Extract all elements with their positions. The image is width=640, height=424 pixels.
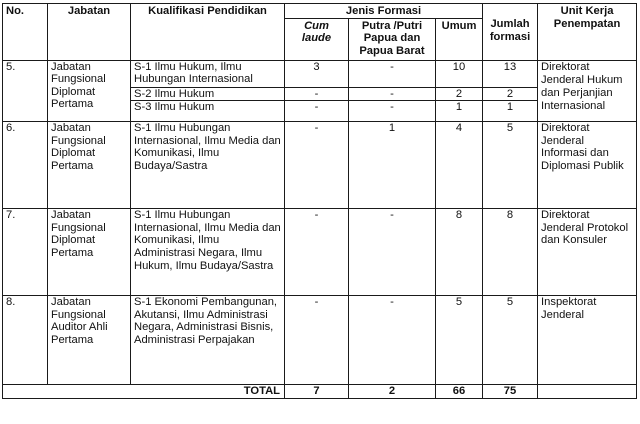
table-row [3,296,637,385]
row-cum-laude: - [285,87,349,101]
row-jabatan: Jabatan Fungsional Diplomat Pertama [48,60,131,122]
table-row [3,122,637,209]
total-empty [538,385,637,399]
header-jenis-formasi: Jenis Formasi [285,4,483,19]
row-jumlah: 13 [483,60,538,87]
total-row [3,385,637,399]
row-no: 7. [3,209,48,296]
row-jabatan: Jabatan Fungsional Diplomat Pertama [48,209,131,296]
header-putra-putri: Putra /Putri Papua dan Papua Barat [349,18,436,60]
row-kualifikasi: S-1 Ilmu Hubungan Internasional, Ilmu Media dan Komunikasi, Ilmu Administrasi Negara, Ilmu Hukum, Ilmu Budaya/Sastra [131,209,285,296]
total-putra-putri: 2 [349,385,436,399]
row-jumlah: 8 [483,209,538,296]
row-no: 6. [3,122,48,209]
row-umum: 4 [436,122,483,209]
row-umum: 1 [436,101,483,122]
row-putra-putri: - [349,209,436,296]
row-unit: Direktorat Jenderal Protokol dan Konsuler [538,209,637,296]
row-jabatan: Jabatan Fungsional Auditor Ahli Pertama [48,296,131,385]
row-unit: Direktorat Jenderal Hukum dan Perjanjian Internasional [538,60,637,122]
row-jumlah: 1 [483,101,538,122]
total-label: TOTAL [3,385,285,399]
header-row [3,4,637,19]
row-jumlah: 2 [483,87,538,101]
row-jabatan: Jabatan Fungsional Diplomat Pertama [48,122,131,209]
row-no: 8. [3,296,48,385]
row-no: 5. [3,60,48,122]
table-row [3,60,637,87]
row-kualifikasi: S-1 Ilmu Hukum, Ilmu Hubungan Internasional [131,60,285,87]
row-kualifikasi: S-3 Ilmu Hukum [131,101,285,122]
row-cum-laude: - [285,122,349,209]
row-putra-putri: - [349,87,436,101]
row-putra-putri: - [349,60,436,87]
row-cum-laude: - [285,101,349,122]
table-row [3,209,637,296]
row-kualifikasi: S-2 Ilmu Hukum [131,87,285,101]
header-jabatan: Jabatan [48,4,131,61]
row-kualifikasi: S-1 Ilmu Hubungan Internasional, Ilmu Media dan Komunikasi, Ilmu Budaya/Sastra [131,122,285,209]
total-umum: 66 [436,385,483,399]
row-cum-laude: - [285,296,349,385]
row-umum: 2 [436,87,483,101]
header-kualifikasi: Kualifikasi Pendidikan [131,4,285,61]
header-jumlah-formasi: Jumlah formasi [483,4,538,61]
header-umum: Umum [436,18,483,60]
row-unit: Direktorat Jenderal Informasi dan Diplomasi Publik [538,122,637,209]
header-no: No. [3,4,48,61]
row-unit: Inspektorat Jenderal [538,296,637,385]
row-jumlah: 5 [483,122,538,209]
row-umum: 10 [436,60,483,87]
header-cum-laude: Cum laude [285,18,349,60]
total-jumlah: 75 [483,385,538,399]
row-umum: 5 [436,296,483,385]
row-cum-laude: - [285,209,349,296]
header-unit-kerja: Unit Kerja Penempatan [538,4,637,61]
row-umum: 8 [436,209,483,296]
row-putra-putri: - [349,296,436,385]
formasi-table [2,3,637,399]
row-jumlah: 5 [483,296,538,385]
row-putra-putri: - [349,101,436,122]
row-cum-laude: 3 [285,60,349,87]
row-putra-putri: 1 [349,122,436,209]
total-cum-laude: 7 [285,385,349,399]
row-kualifikasi: S-1 Ekonomi Pembangunan, Akutansi, Ilmu Administrasi Negara, Administrasi Bisnis, Administrasi Perpajakan [131,296,285,385]
